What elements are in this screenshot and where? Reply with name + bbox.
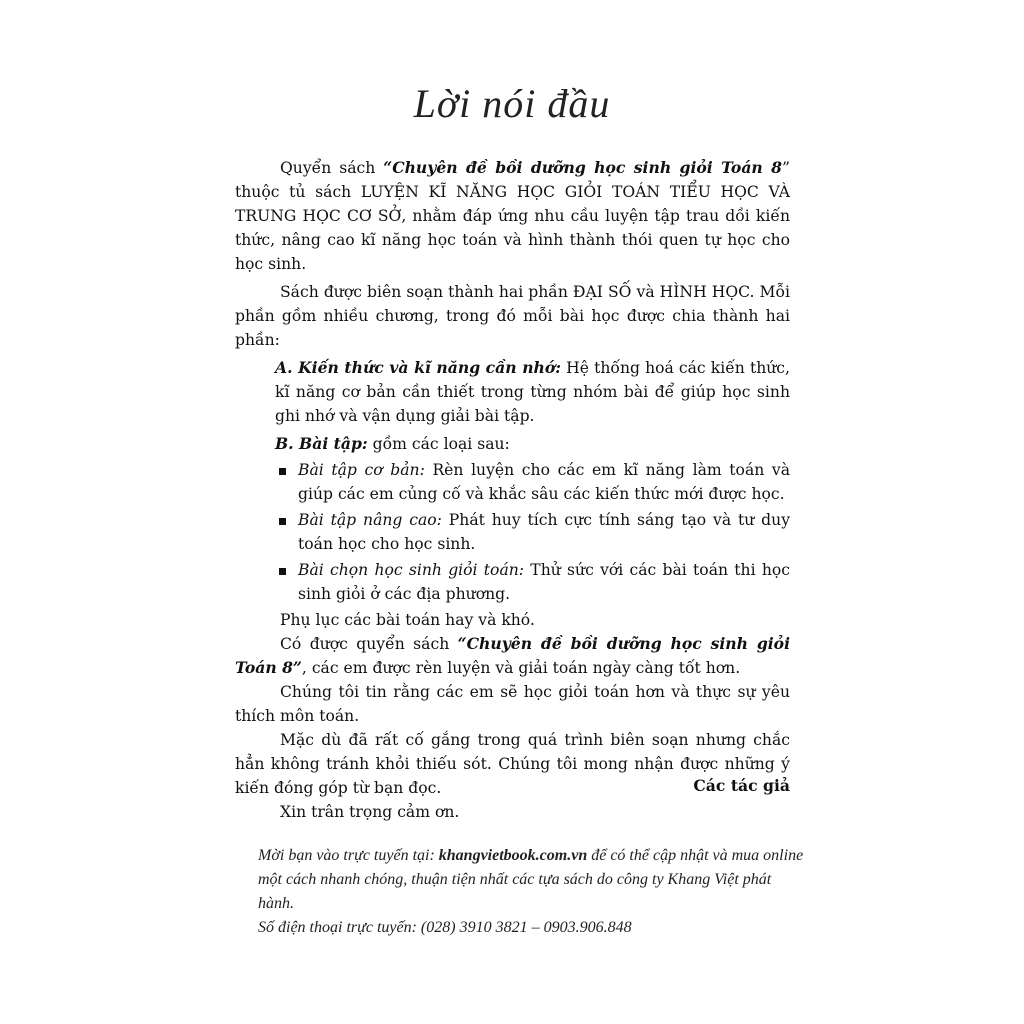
bullet-body: Phát huy tích cực tính sáng tạo và tư duy toán học cho học sinh. — [298, 511, 791, 553]
book-title: “Chuyên đề bồi dưỡng học sinh giỏi Toán 8” — [235, 634, 791, 677]
paragraph-thanks: Xin trân trọng cảm ơn. — [280, 803, 460, 821]
bullet-body: Thử sức với các bài toán thi học sinh giỏi ở các địa phương. — [298, 561, 790, 603]
footer-phone: Số điện thoại trực tuyến: (028) 3910 3821 – 0903.906.848 — [258, 919, 632, 936]
section-a-text: Hệ thống hoá các kiến thức, kĩ năng cơ bản cần thiết trong từng nhóm bài để giúp học sinh ghi nhớ và vận dụng giải bài tập. — [275, 359, 790, 425]
bullet-label: Bài tập nâng cao: — [298, 511, 442, 529]
footer-online-suffix: để có thể cập nhật và mua online một cách nhanh chóng, thuận tiện nhất các tựa sách do công ty Khang Việt phát hành. — [258, 847, 804, 912]
intro-prefix: Quyển sách — [280, 159, 384, 177]
square-bullet-icon — [279, 558, 298, 606]
list-item — [235, 508, 790, 556]
intro-suffix: ” thuộc tủ sách LUYỆN KĨ NĂNG HỌC GIỎI TOÁN TIỂU HỌC VÀ TRUNG HỌC CƠ SỞ, nhằm đáp ứng nhu cầu luyện tập trau dồi kiến thức, nâng cao kĩ năng học toán và hình thành thói quen tự học cho học sinh. — [235, 159, 791, 273]
book-title: “Chuyên đề bồi dưỡng học sinh giỏi Toán 8 — [383, 158, 783, 177]
benefit-prefix: Có được quyển sách — [280, 635, 458, 653]
benefit-suffix: , các em được rèn luyện và giải toán ngày càng tốt hơn. — [301, 659, 741, 677]
bullet-text — [298, 508, 790, 556]
preface-body — [235, 156, 790, 824]
bullet-body: Rèn luyện cho các em kĩ năng làm toán và giúp các em củng cố và khắc sâu các kiến thức mới được học. — [298, 461, 790, 503]
paragraph-appendix: Phụ lục các bài toán hay và khó. — [280, 611, 535, 629]
section-a-label: A. Kiến thức và kĩ năng cần nhớ: — [275, 358, 562, 377]
square-bullet-icon — [279, 458, 298, 506]
list-item — [235, 458, 790, 506]
section-b-label: B. Bài tập: — [275, 434, 368, 453]
website-link[interactable]: khangvietbook.com.vn — [438, 847, 588, 864]
page-title: Lời nói đầu — [413, 81, 611, 126]
paragraph-benefit — [235, 632, 790, 680]
footer-online — [230, 844, 805, 916]
bullet-label: Bài tập cơ bản: — [298, 461, 425, 479]
author-signature: Các tác giả — [693, 776, 790, 795]
section-b — [235, 432, 790, 456]
bullet-label: Bài chọn học sinh giỏi toán: — [298, 561, 525, 579]
paragraph-intro — [235, 156, 790, 276]
list-item — [235, 558, 790, 606]
paragraph-structure: Sách được biên soạn thành hai phần ĐẠI SỐ và HÌNH HỌC. Mỗi phần gồm nhiều chương, trong đó mỗi bài học được chia thành hai phần: — [235, 283, 790, 349]
square-bullet-icon — [279, 508, 298, 556]
section-a — [235, 356, 790, 428]
footer-note — [230, 844, 805, 940]
paragraph-feedback: Mặc dù đã rất cố gắng trong quá trình biên soạn nhưng chắc hẳn không tránh khỏi thiếu sót. Chúng tôi mong nhận được những ý kiến đóng góp từ bạn đọc. — [235, 731, 790, 797]
bullet-text — [298, 458, 790, 506]
footer-online-prefix: Mời bạn vào trực tuyến tại: — [258, 847, 439, 864]
bullet-text — [298, 558, 790, 606]
section-b-text: gồm các loại sau: — [367, 435, 510, 453]
paragraph-belief: Chúng tôi tin rằng các em sẽ học giỏi toán hơn và thực sự yêu thích môn toán. — [235, 683, 790, 725]
